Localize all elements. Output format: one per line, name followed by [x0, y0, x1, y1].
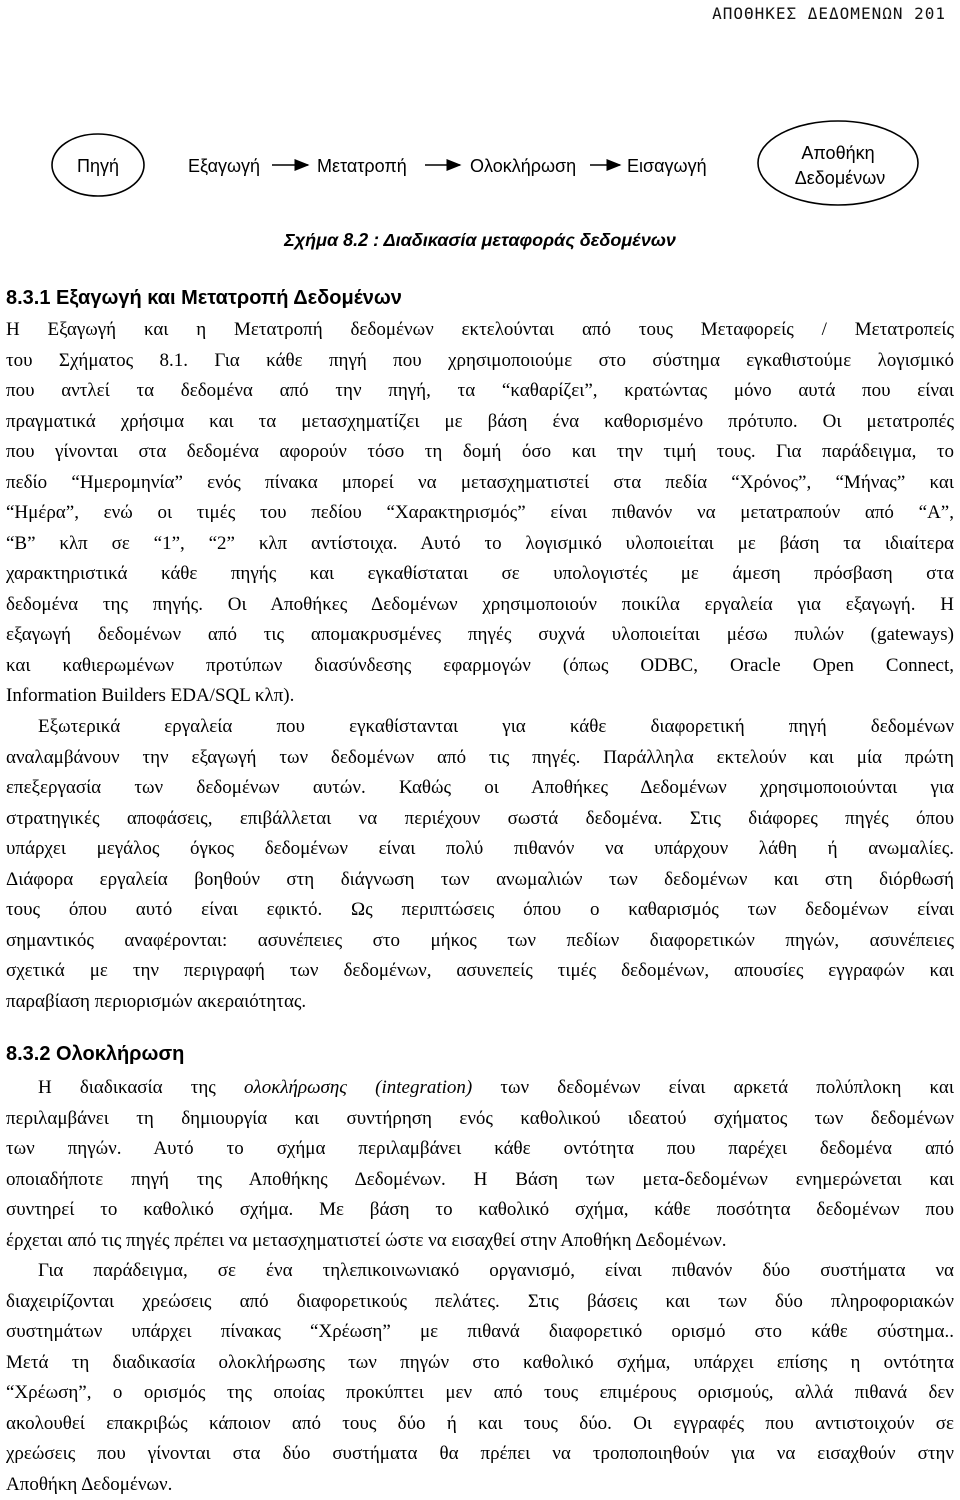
warehouse-label-1: Αποθήκη [801, 143, 874, 163]
text-line: “B” κλπ σε “1”, “2” κλπ αντίστοιχα. Αυτό το λογισμικό υλοποιείται με βάση τα ιδιαίτερα [6, 529, 954, 560]
text-line: Η Εξαγωγή και η Μετατροπή δεδομένων εκτελούνται από τους Μεταφορείς / Μετατροπείς [6, 315, 954, 346]
text-line: εξαγωγή δεδομένων από τις απομακρυσμένες πηγές συχνά υλοποιείται μέσω πυλών (gateways) [6, 620, 954, 651]
paragraph [6, 1256, 954, 1500]
italic-term: ολοκλήρωσης (integration) [244, 1077, 472, 1098]
paragraph [6, 712, 954, 1017]
text-line: τους όπου αυτό είναι εφικτό. Ως περιπτώσεις όπου ο καθαρισμός των δεδομένων είναι [6, 895, 954, 926]
section-heading-8-3-2: 8.3.2 Ολοκλήρωση [6, 1043, 184, 1066]
text-line: δεδομένα της πηγής. Οι Αποθήκες Δεδομένων χρησιμοποιούν ποικίλα εργαλεία για εξαγωγή. Η [6, 590, 954, 621]
text-line: επεξεργασία των δεδομένων αυτών. Καθώς οι Αποθήκες Δεδομένων χρησιμοποιούνται για [6, 773, 954, 804]
text-line: συστημάτων υπάρχει πίνακας “Χρέωση” με πιθανά διαφορετικό ορισμό στο κάθε σύστημα.. [6, 1317, 954, 1348]
text-line: “Ημέρα”, ενώ οι τιμές του πεδίου “Χαρακτηρισμός” είναι πιθανόν να μετατραπούν από “A”, [6, 498, 954, 529]
text-line: παραβίαση περιορισμών ακεραιότητας. [6, 987, 954, 1018]
paragraph [6, 1073, 954, 1256]
text-line: συντηρεί το καθολικό σχήμα. Με βάση το καθολικό σχήμα, κάθε ποσότητα δεδομένων που [6, 1195, 954, 1226]
text-line: χρεώσεις που γίνονται στα δύο συστήματα θα πρέπει να τροποποιηθούν για να εισαχθούν στην [6, 1439, 954, 1470]
data-transfer-diagram [0, 120, 960, 210]
figure-caption: Σχήμα 8.2 : Διαδικασία μεταφοράς δεδομένων [0, 230, 960, 251]
step-transform: Μετατροπή [317, 156, 407, 176]
text-line: που αντλεί τα δεδομένα από την πηγή, τα “καθαρίζει”, κρατώντας μόνο αυτά που είναι [6, 376, 954, 407]
step-extract: Εξαγωγή [188, 156, 260, 176]
text-line: διαχειρίζονται χρεώσεις από διαφορετικούς πελάτες. Στις βάσεις και των δύο πληροφοριακών [6, 1287, 954, 1318]
text-line: σημαντικός αναφέρονται: ασυνέπειες στο μήκος των πεδίων διαφορετικών πηγών, ασυνέπειες [6, 926, 954, 957]
text-line: χαρακτηριστικά κάθε πηγής και εγκαθίσταται σε υπολογιστές με άμεση πρόσβαση στα [6, 559, 954, 590]
step-integrate: Ολοκλήρωση [470, 156, 576, 176]
running-header: ΑΠΟΘΗΚΕΣ ΔΕΔΟΜΕΝΩΝ 201 [712, 4, 946, 23]
text-line: “Χρέωση”, ο ορισμός της οποίας προκύπτει μεν από τους επιμέρους ορισμούς, αλλά πιθανά δεν [6, 1378, 954, 1409]
text-line: υπάρχει μεγάλος όγκος δεδομένων είναι πολύ πιθανόν να υπάρχουν λάθη ή ανωμαλίες. [6, 834, 954, 865]
text-line: πραγματικά χρήσιμα και τα μετασχηματίζει με βάση ένα καθορισμένο πρότυπο. Οι μετατροπές [6, 407, 954, 438]
text-line: Διάφορα εργαλεία βοηθούν στη διάγνωση των ανωμαλιών των δεδομένων και στη διόρθωσή [6, 865, 954, 896]
section-heading-8-3-1: 8.3.1 Εξαγωγή και Μετατροπή Δεδομένων [6, 287, 402, 310]
text-line: του Σχήματος 8.1. Για κάθε πηγή που χρησιμοποιούμε στο σύστημα εγκαθιστούμε λογισμικό [6, 346, 954, 377]
text-line: Αποθήκη Δεδομένων. [6, 1470, 954, 1500]
text-line: στρατηγικές αποφάσεις, επιβάλλεται να περιέχουν σωστά δεδομένα. Στις διάφορες πηγές όπου [6, 804, 954, 835]
text-line: Η διαδικασία της ολοκλήρωσης (integration) των δεδομένων είναι αρκετά πολύπλοκη και [6, 1073, 954, 1104]
source-label: Πηγή [77, 156, 119, 176]
text-line: Εξωτερικά εργαλεία που εγκαθίστανται για κάθε διαφορετική πηγή δεδομένων [6, 712, 954, 743]
text-line: Information Builders EDA/SQL κλπ). [6, 681, 954, 712]
text-line: οποιαδήποτε πηγή της Αποθήκης Δεδομένων. Η Βάση των μετα-δεδομένων ενημερώνεται και [6, 1165, 954, 1196]
text-line: Για παράδειγμα, σε ένα τηλεπικοινωνιακό οργανισμό, είναι πιθανόν δύο συστήματα να [6, 1256, 954, 1287]
text-line: έρχεται από τις πηγές πρέπει να μετασχηματιστεί ώστε να εισαχθεί στην Αποθήκη Δεδομένων. [6, 1226, 954, 1257]
text-line: και καθιερωμένων προτύπων διασύνδεσης εφαρμογών (όπως ODBC, Oracle Open Connect, [6, 651, 954, 682]
warehouse-label-2: Δεδομένων [795, 168, 886, 188]
text-line: αναλαμβάνουν την εξαγωγή των δεδομένων από τις πηγές. Παράλληλα εκτελούν και μία πρώτη [6, 743, 954, 774]
text-line: ακολουθεί επακριβώς κάποιον από τους δύο ή και τους δύο. Οι εγγραφές που αντιστοιχούν σε [6, 1409, 954, 1440]
text-line: πεδίο “Ημερομηνία” ενός πίνακα μπορεί να μετασχηματιστεί στα πεδία “Χρόνος”, “Μήνας” και [6, 468, 954, 499]
text-line: Μετά τη διαδικασία ολοκλήρωσης των πηγών στο καθολικό σχήμα, υπάρχει επίσης η οντότητα [6, 1348, 954, 1379]
text-line: που γίνονται στα δεδομένα αφορούν τόσο τη δομή όσο και την τιμή τους. Για παράδειγμα, το [6, 437, 954, 468]
text-line: σχετικά με την περιγραφή των δεδομένων, ασυνεπείς τιμές δεδομένων, απουσίες εγγραφών και [6, 956, 954, 987]
paragraph [6, 315, 954, 712]
text-line: των πηγών. Αυτό το σχήμα περιλαμβάνει κάθε οντότητα που παρέχει δεδομένα από [6, 1134, 954, 1165]
warehouse-ellipse [758, 121, 918, 205]
text-line: περιλαμβάνει τη δημιουργία και συντήρηση ενός καθολικού ιδεατού σχήματος των δεδομένων [6, 1104, 954, 1135]
step-load: Εισαγωγή [627, 156, 707, 176]
